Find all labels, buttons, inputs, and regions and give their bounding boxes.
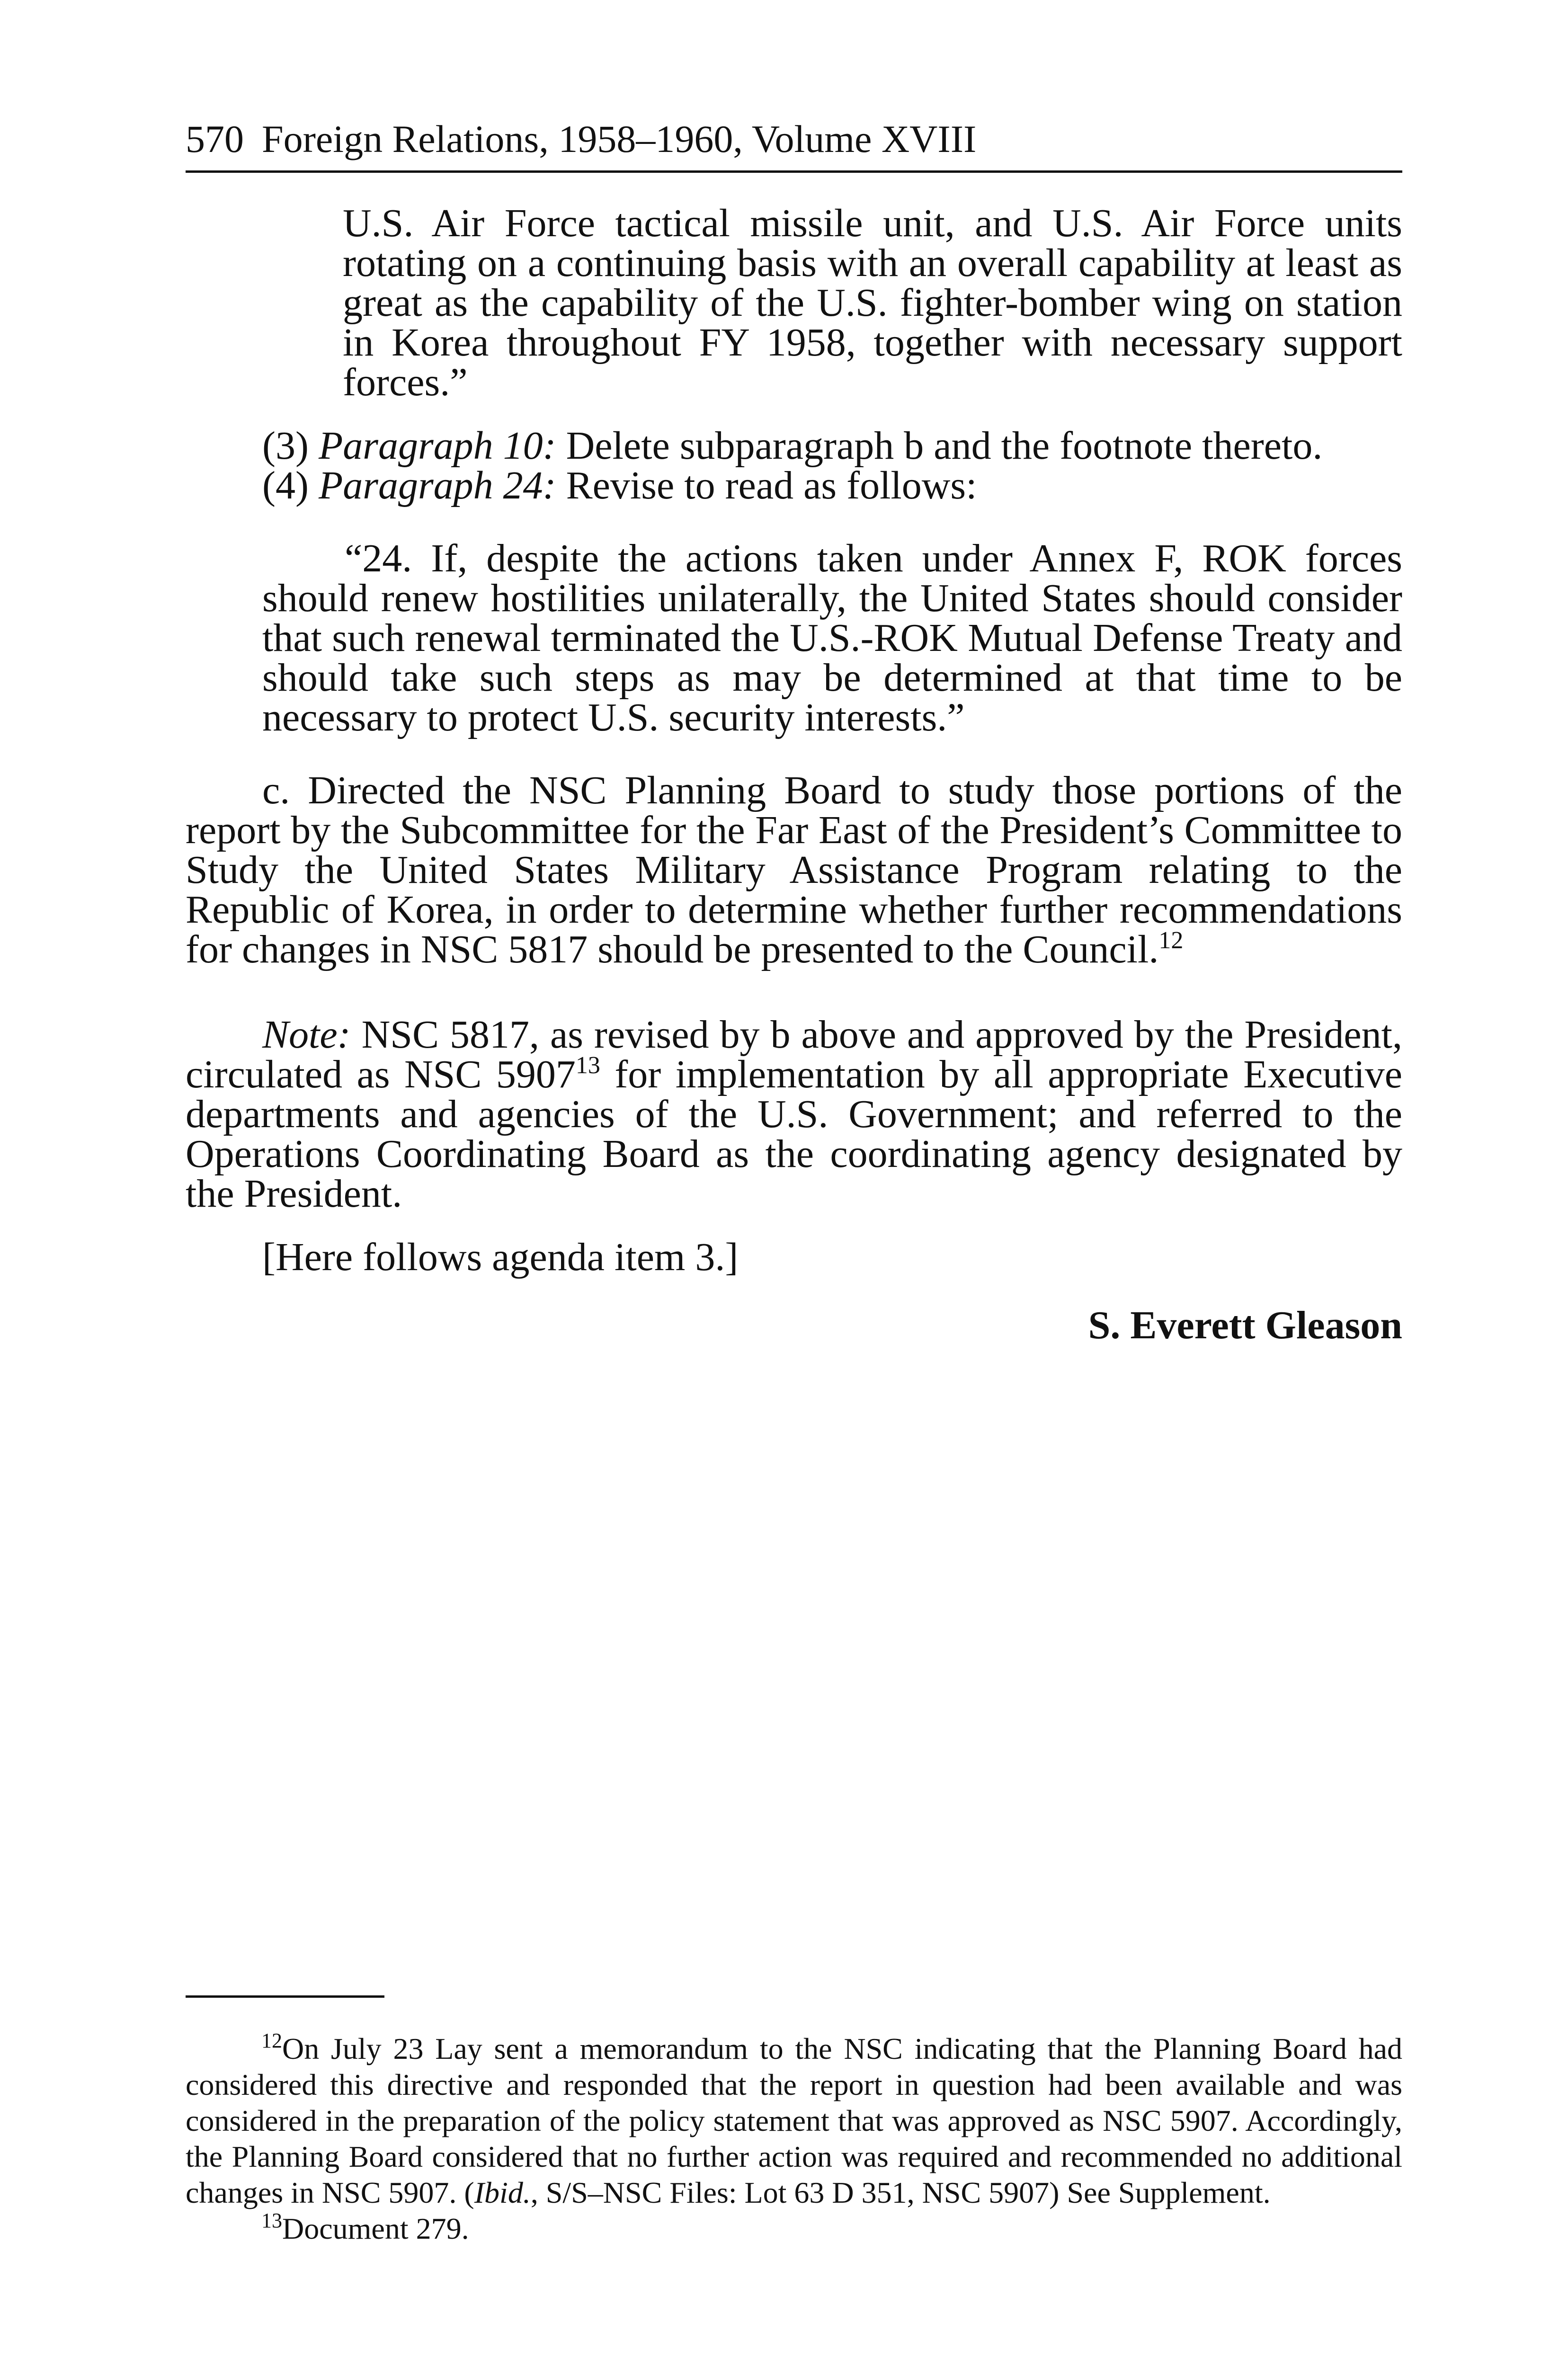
note-paragraph xyxy=(186,1015,1402,1214)
item-label: Paragraph 10: xyxy=(318,424,556,468)
footnote-ref-13[interactable]: 13 xyxy=(575,1052,600,1079)
signature: S. Everett Gleason xyxy=(1088,1303,1402,1347)
volume-title: Foreign Relations, 1958–1960, Volume XVIII xyxy=(262,117,977,160)
item-text: Revise to read as follows: xyxy=(566,463,977,507)
footnote-12 xyxy=(186,2031,1402,2211)
here-follows: [Here follows agenda item 3.] xyxy=(262,1235,739,1279)
item-number: (3) xyxy=(262,424,309,468)
page-number: 570 xyxy=(186,117,244,160)
note-text-before: NSC 5817, as revised by b above and approved by the President, circulated as NSC 5907 xyxy=(186,1013,1402,1096)
item-text: Delete subparagraph b and the footnote thereto. xyxy=(566,424,1323,468)
footnote-text: Document 279. xyxy=(282,2212,469,2245)
quote-continuation: U.S. Air Force tactical missile unit, and U.S. Air Force units rotating on a continuing basis with an overall capability at least as great as the capability of the U.S. fighter-bomber wing on station in Korea throughout FY 1958, together with necessary support forces.” xyxy=(343,201,1402,404)
note-label: Note: xyxy=(262,1013,351,1057)
footnote-ibid: Ibid. xyxy=(474,2176,531,2209)
note-text-after: for implementation by all appropriate Executive departments and agencies of the U.S. Government; and referred to the Operations Coordinating Board as the coordinating agency designated by the President. xyxy=(186,1052,1402,1216)
item-label: Paragraph 24: xyxy=(318,463,556,507)
footnote-text-after: , S/S–NSC Files: Lot 63 D 351, NSC 5907) See Supplement. xyxy=(530,2176,1271,2209)
footnote-rule xyxy=(186,1995,384,1998)
footnote-text-before: On July 23 Lay sent a memorandum to the NSC indicating that the Planning Board had considered this directive and responded that the report in question had been available and was considered in the preparation of the policy statement that was approved as NSC 5907. Accordingly, the Planning Board considered that no further action was required and recommended no additional changes in NSC 5907. ( xyxy=(186,2032,1402,2209)
paragraph-c-text: c. Directed the NSC Planning Board to study those portions of the report by the Subcommittee for the Far East of the President’s Committee to Study the United States Military Assistance Program relating to the Republic of Korea, in order to determine whether further recommendations for changes in NSC 5817 should be presented to the Council. xyxy=(186,768,1402,971)
paragraph-c xyxy=(186,768,1402,971)
footnote-13 xyxy=(186,2211,1402,2247)
body-text xyxy=(186,201,1402,1347)
list-item-3 xyxy=(262,426,1402,466)
footnote-number: 12 xyxy=(261,2029,282,2052)
list-item-4 xyxy=(262,463,1402,507)
footnote-ref-12[interactable]: 12 xyxy=(1158,927,1184,954)
header-rule xyxy=(186,170,1402,173)
footnote-number: 13 xyxy=(261,2209,282,2232)
running-head xyxy=(186,116,1402,163)
quoted-paragraph-24: “24. If, despite the actions taken under Annex F, ROK forces should renew hostilities unilaterally, the United States should consider that such renewal terminated the U.S.-ROK Mutual Defense Treaty and should take such steps as may be determined at that time to be necessary to protect U.S. security interests.” xyxy=(262,536,1402,739)
footnotes xyxy=(186,2031,1402,2247)
item-number: (4) xyxy=(262,463,309,507)
